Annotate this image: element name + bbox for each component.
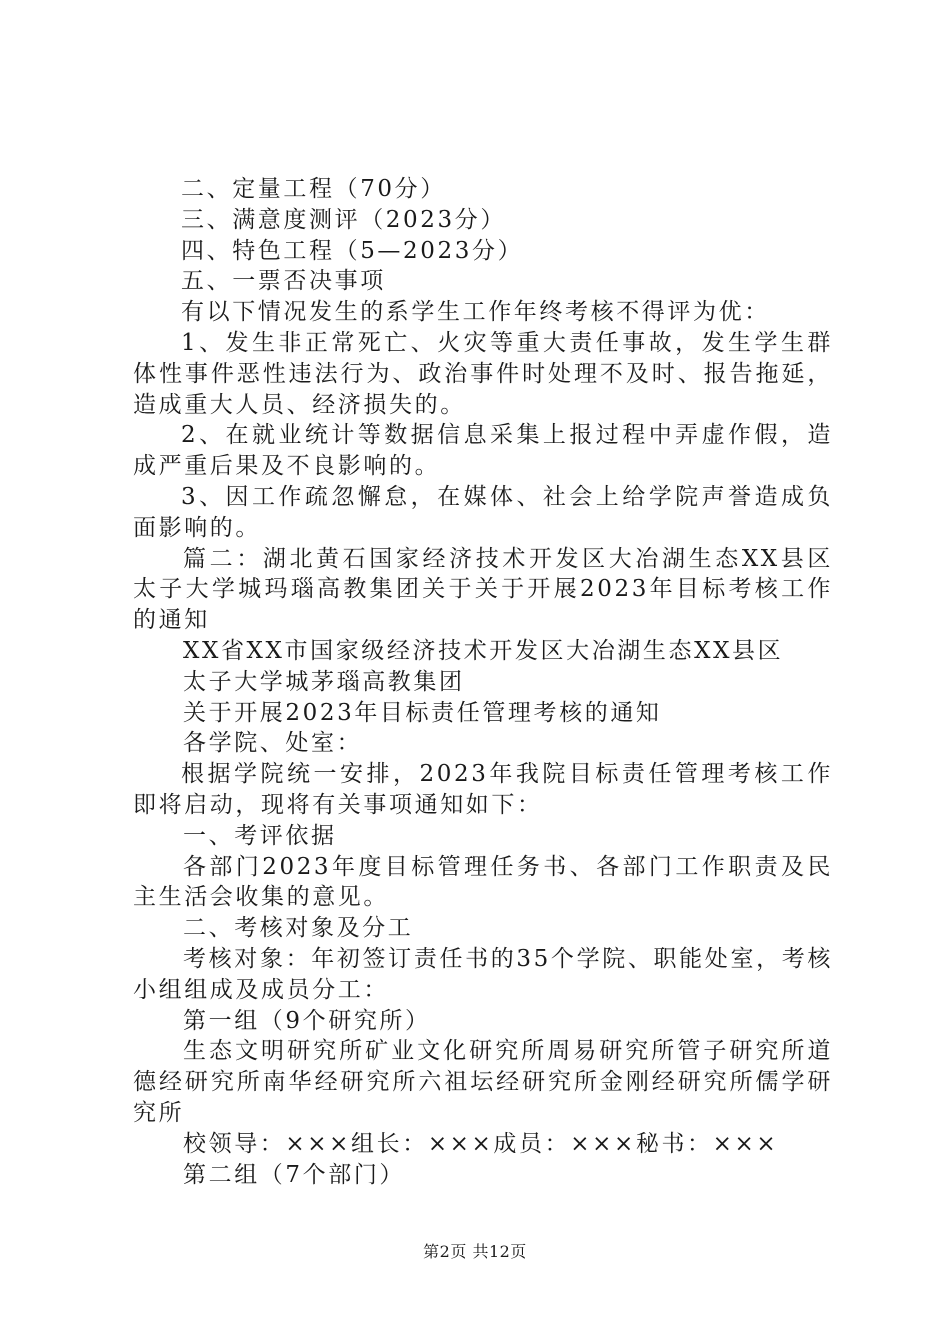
document-body	[133, 174, 833, 1190]
group-one-heading: 第一组（9个研究所）	[183, 1007, 431, 1034]
heading-quantitative-project: 二、定量工程（70分）	[181, 176, 446, 202]
list-item-veto-1: 1、发生非正常死亡、火灾等重大责任事故，发生学生群体性事件恶性违法行为、政治事件时处理不及时、报告拖延，造成重大人员、经济损失的。	[133, 329, 833, 418]
issuer-line-1: XX省XX市国家级经济技术开发区大冶湖生态XX县区	[183, 637, 784, 664]
heading-assessment-targets: 二、考核对象及分工	[183, 915, 414, 942]
heading-satisfaction-evaluation: 三、满意度测评（2023分）	[181, 206, 506, 233]
heading-evaluation-basis: 一、考评依据	[183, 822, 337, 849]
paragraph-notice-intro: 根据学院统一安排，2023年我院目标责任管理考核工作即将启动，现将有关事项通知如下：	[133, 761, 833, 818]
list-item-veto-2: 2、在就业统计等数据信息采集上报过程中弄虚作假，造成严重后果及不良影响的。	[133, 422, 833, 480]
paragraph-evaluation-basis: 各部门2023年度目标管理任务书、各部门工作职责及民主生活会收集的意见。	[133, 853, 833, 911]
group-two-heading: 第二组（7个部门）	[183, 1161, 406, 1188]
page-number-label: 第2页 共12页	[423, 1242, 527, 1261]
paragraph-veto-intro: 有以下情况发生的系学生工作年终考核不得评为优：	[181, 299, 770, 326]
page-footer	[0, 1239, 950, 1262]
paragraph-assessment-targets: 考核对象：年初签订责任书的35个学院、职能处室，考核小组组成及成员分工：	[133, 945, 833, 1003]
notice-salutation: 各学院、处室：	[183, 730, 363, 757]
notice-title: 关于开展2023年目标责任管理考核的通知	[183, 699, 662, 726]
heading-special-project: 四、特色工程（5—2023分）	[181, 237, 524, 264]
list-item-veto-3: 3、因工作疏忽懈怠，在媒体、社会上给学院声誉造成负面影响的。	[133, 483, 833, 541]
heading-veto-items: 五、一票否决事项	[181, 268, 386, 295]
issuer-line-2: 太子大学城茅瑙高教集团	[183, 668, 465, 695]
group-one-members: 校领导：×××组长：×××成员：×××秘书：×××	[183, 1130, 779, 1157]
section-title-part-two: 篇二：湖北黄石国家经济技术开发区大冶湖生态XX县区太子大学城玛瑙高教集团关于关于开展2023年目标考核工作的通知	[133, 545, 833, 634]
group-one-institutes: 生态文明研究所矿业文化研究所周易研究所管子研究所道德经研究所南华经研究所六祖坛经研究所金刚经研究所儒学研究所	[133, 1038, 833, 1126]
